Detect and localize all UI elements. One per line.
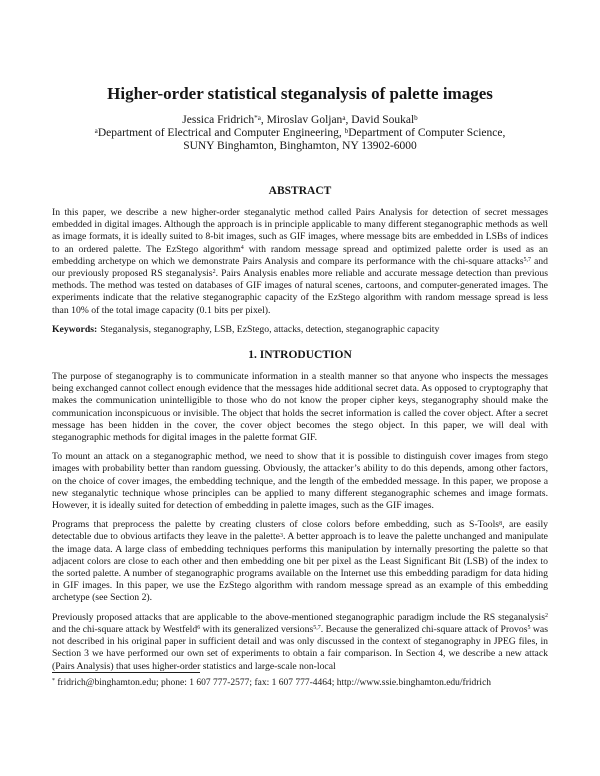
keywords-label: Keywords: bbox=[52, 323, 98, 335]
footnote bbox=[52, 672, 548, 689]
keywords-line bbox=[52, 324, 548, 336]
footnote-separator bbox=[52, 672, 200, 673]
intro-paragraph-2: To mount an attack on a steganographic method, we need to show that it is possible to distinguish cover images from stego images with probability better than random guessing. Obviously, the attacker’s ability to do this depends, among other factors, on the choice of cover images, the embedding technique, and the length of the embedded message. In this paper, we propose a new steganalytic technique whose principles can be applied to many different steganographic schemes and image formats. However, it is ideally suited for detection of embedding in palette images, such as the GIF images. bbox=[52, 451, 548, 512]
introduction-heading: 1. INTRODUCTION bbox=[248, 349, 352, 362]
footnote-marker: * bbox=[52, 678, 55, 685]
keywords-text: Steganalysis, steganography, LSB, EzStego, attacks, detection, steganographic capacity bbox=[100, 323, 440, 335]
affiliation-line-2: SUNY Binghamton, Binghamton, NY 13902-6000 bbox=[183, 140, 417, 152]
affiliation-line-1: $^a$Department of Electrical and Computer Engineering, $^b$Department of Computer Science, bbox=[94, 126, 506, 139]
paper-title: Higher-order statistical steganalysis of palette images bbox=[107, 84, 493, 103]
footnote-text bbox=[52, 677, 548, 689]
author-line: Jessica Fridrich$^{*a}$, Miroslav Goljan$^a$, David Soukal$^b$ bbox=[182, 113, 418, 126]
abstract-heading: ABSTRACT bbox=[268, 185, 332, 197]
footnote-contact: fridrich@binghamton.edu; phone: 1 607 777-2577; fax: 1 607 777-4464; http://www.ssie.binghamton.edu/fridrich bbox=[57, 678, 492, 688]
intro-paragraph-4: Previously proposed attacks that are applicable to the above-mentioned steganographic paradigm include the RS steganalysis$^2$ and the chi-square attack by Westfeld$^6$ with its generalized versions$^{5,7}$. Because the generalized chi-square attack of Provos$^5$ was not described in his original paper in sufficient detail and was only discussed in the context of steganography in JPEG files, in Section 3 we have performed our own set of experiments to obtain a fair comparison. In Section 4, we describe a new attack (Pairs Analysis) that uses higher-order statistics and large-scale non-local bbox=[52, 611, 548, 672]
abstract-paragraph: In this paper, we describe a new higher-order steganalytic method called Pairs Analysis for detection of secret messages embedded in digital images. Although the approach is in principle applicable to many different steganographic methods as well as image formats, it is ideally suited to 8-bit images, such as GIF images, where message bits are embedded in LSBs of indices to an ordered palette. The EzStego algorithm$^4$ with random message spread and optimized palette order is used as an embedding archetype on which we demonstrate Pairs Analysis and compare its performance with the chi-square attacks$^{5,7}$ and our previously proposed RS steganalysis$^2$. Pairs Analysis enables more reliable and accurate message detection than previous methods. The method was tested on databases of GIF images of natural scenes, cartoons, and computer-generated images. The experiments indicate that the relative steganographic capacity of the EzStego algorithm with random message spread is less than 10% of the total image capacity (0.1 bits per pixel). bbox=[52, 207, 548, 316]
intro-paragraph-1: The purpose of steganography is to communicate information in a stealth manner so that anyone who inspects the messages being exchanged cannot collect enough evidence that the messages hide additional secret data. As opposed to cryptography that makes the communication unintelligible to those who do not know the proper cipher keys, steganography should make the communication inconspicuous or invisible. The object that holds the secret information is called the cover object. After a secret message has been hidden in the cover, the cover object becomes the stego object. In this paper, we will deal with steganographic methods for digital images in the palette format GIF. bbox=[52, 371, 548, 444]
intro-paragraph-3: Programs that preprocess the palette by creating clusters of close colors before embedding, such as S-Tools$^8$, are easily detectable due to obvious artifacts they leave in the palette$^3$. A better approach is to leave the palette unchanged and manipulate the image data. A large class of embedding techniques performs this manipulation by internally presorting the palette so that adjacent colors are close to each other and then embedding one bit per pixel as the Least Significant Bit (LSB) of the index to the sorted palette. A number of steganographic programs available on the Internet use this embedding paradigm for data hiding in GIF images. In this paper, we use the EzStego algorithm with random message spread as an example of this embedding archetype (see Section 2). bbox=[52, 519, 548, 604]
